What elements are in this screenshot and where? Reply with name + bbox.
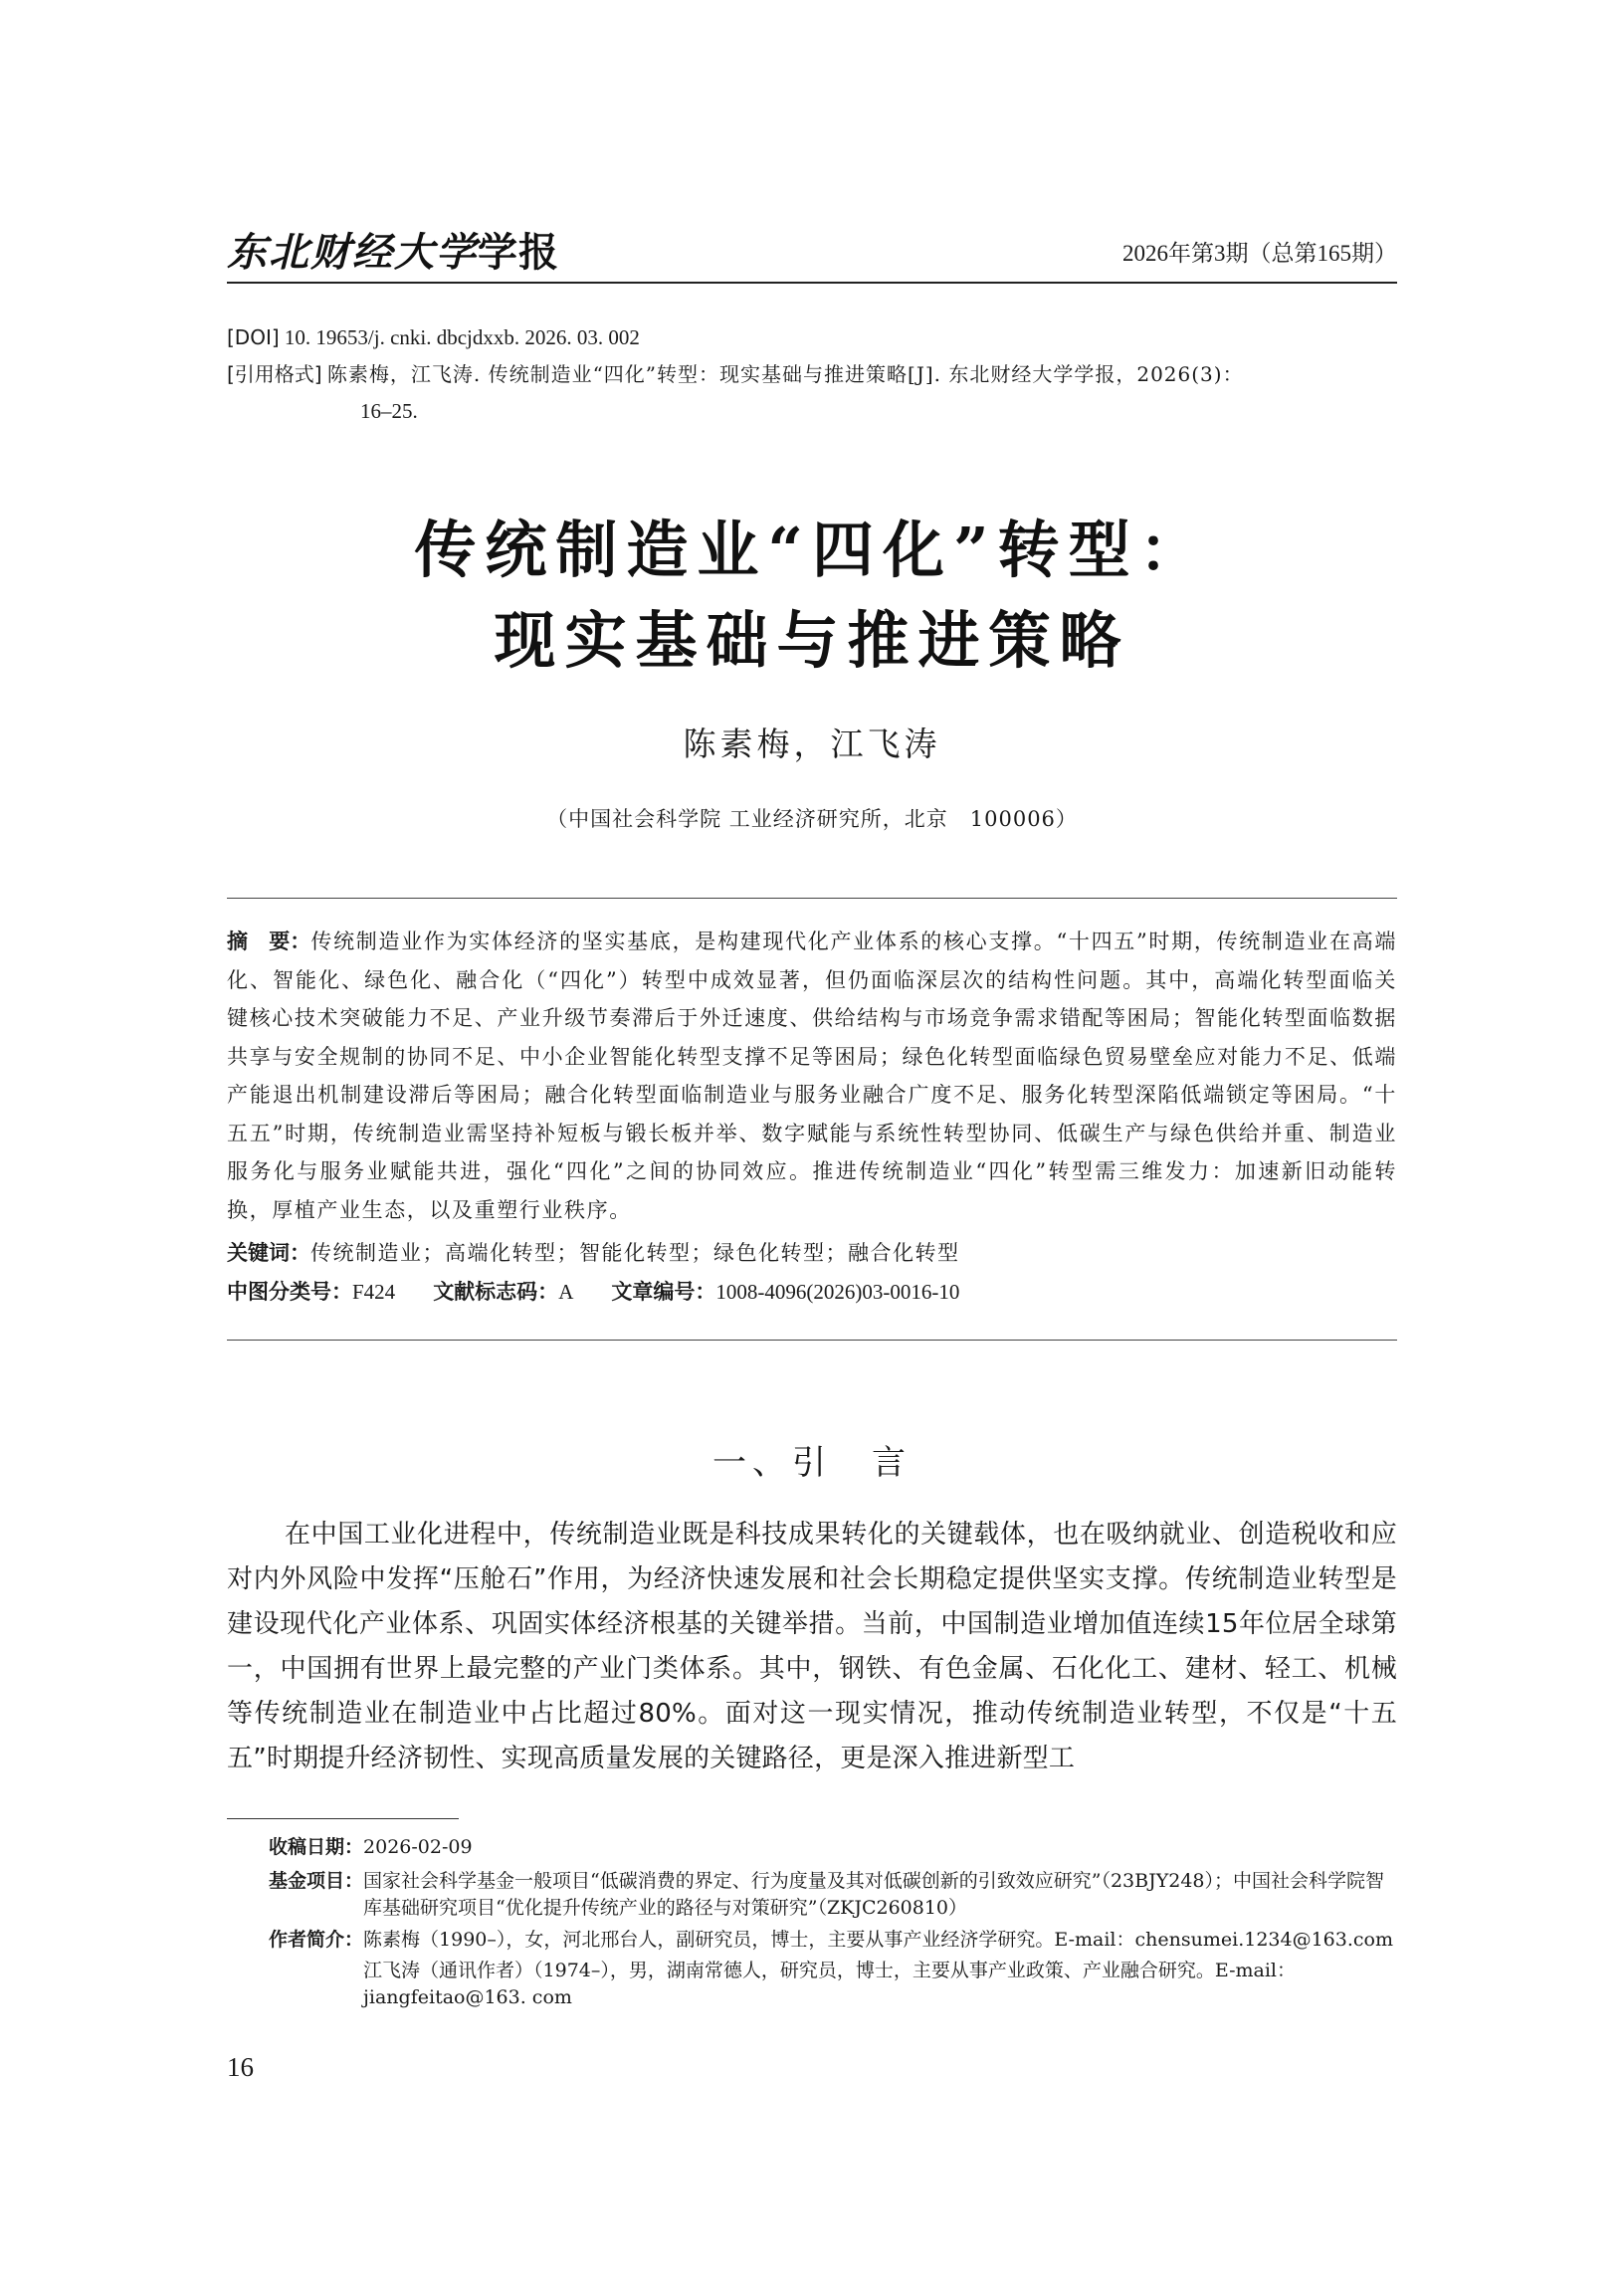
- fund-text: 国家社会科学基金一般项目“低碳消费的界定、行为度量及其对低碳创新的引致效应研究”（23BJY248）；中国社会科学院智库基础研究项目“优化提升传统产业的路径与对策研究”（ZKJC260810）: [363, 1870, 1385, 1919]
- footnote-authors: [269, 1927, 1397, 2011]
- clc-value: F424: [352, 1280, 396, 1304]
- abstract-text: 传统制造业作为实体经济的坚实基底，是构建现代化产业体系的核心支撑。“十四五”时期，传统制造业在高端化、智能化、绿色化、融合化（“四化”）转型中成效显著，但仍面临深层次的结构性问题。其中，高端化转型面临关键核心技术突破能力不足、产业升级节奏滞后于外迁速度、供给结构与市场竞争需求错配等困局；智能化转型面临数据共享与安全规制的协同不足、中小企业智能化转型支撑不足等困局；绿色化转型面临绿色贸易壁垒应对能力不足、低端产能退出机制建设滞后等困局；融合化转型面临制造业与服务业融合广度不足、服务化转型深陷低端锁定等困局。“十五五”时期，传统制造业需坚持补短板与锻长板并举、数字赋能与系统性转型协同、低碳生产与绿色供给并重、制造业服务化与服务业赋能共进，强化“四化”之间的协同效应。推进传统制造业“四化”转型需三维发力：加速新旧动能转换，厚植产业生态，以及重塑行业秩序。: [227, 930, 1398, 1222]
- author-bio-2: 江飞涛（通讯作者）（1974–），男，湖南常德人，研究员，博士，主要从事产业政策、产业融合研究。E-mail：jiangfeitao@163. com: [363, 1960, 1297, 2008]
- doi-line: [227, 320, 640, 354]
- keywords-text: 传统制造业；高端化转型；智能化转型；绿色化转型；融合化转型: [310, 1241, 960, 1265]
- section-heading: 一、引 言: [712, 1443, 912, 1483]
- journal-name-plain: 学报: [478, 229, 559, 276]
- journal-logo: [227, 221, 559, 277]
- abstract-label: 摘 要：: [227, 930, 311, 953]
- affiliation: （中国社会科学院 工业经济研究所，北京 100006）: [546, 807, 1078, 831]
- footnote-fund: [269, 1868, 1397, 1922]
- keywords-label: 关键词：: [227, 1241, 310, 1265]
- header-rule: [227, 282, 1397, 284]
- author-bio-1: 陈素梅（1990–），女，河北邢台人，副研究员，博士，主要从事产业经济学研究。E-mail：chensumei.1234@163.com: [363, 1929, 1393, 1951]
- body-paragraph: 在中国工业化进程中，传统制造业既是科技成果转化的关键载体，也在吸纳就业、创造税收和应对内外风险中发挥“压舱石”作用，为经济快速发展和社会长期稳定提供坚实支撑。传统制造业转型是建设现代化产业体系、巩固实体经济根基的关键举措。当前，中国制造业增加值连续15年位居全球第一，中国拥有世界上最完整的产业门类体系。其中，钢铁、有色金属、石化化工、建材、轻工、机械等传统制造业在制造业中占比超过80%。面对这一现实情况，推动传统制造业转型，不仅是“十五五”时期提升经济韧性、实现高质量发展的关键路径，更是深入推进新型工: [227, 1520, 1397, 1773]
- abstract-top-rule: [227, 898, 1397, 899]
- article-number-label: 文章编号：: [611, 1280, 716, 1304]
- footnote-rule: [227, 1818, 459, 1819]
- doi-label: [DOI]: [227, 325, 280, 349]
- journal-name-script: 东北财经大学: [227, 229, 478, 276]
- page-number: 16: [227, 2052, 254, 2082]
- fund-label: 基金项目：: [269, 1870, 364, 1892]
- abstract-bottom-rule: [227, 1340, 1397, 1341]
- article-title-line2: 现实基础与推进策略: [494, 604, 1130, 677]
- doi-value[interactable]: 10. 19653/j. cnki. dbcjdxxb. 2026. 03. 002: [284, 325, 640, 349]
- doc-code-value: A: [558, 1280, 574, 1304]
- footnote-received: [269, 1834, 1397, 1861]
- abstract: [227, 923, 1397, 1229]
- issue-info: 2026年第3期（总第165期）: [1122, 241, 1397, 266]
- clc-label: 中图分类号：: [227, 1280, 352, 1304]
- author-bio-label: 作者简介：: [269, 1929, 364, 1951]
- authors: 陈素梅，江飞涛: [683, 725, 941, 763]
- classification-line: [227, 1276, 959, 1306]
- article-number-value: 1008-4096(2026)03-0016-10: [715, 1280, 960, 1304]
- received-label: 收稿日期：: [269, 1836, 364, 1858]
- citation-format-line: [227, 357, 1244, 391]
- citation-format-text: 陈素梅，江飞涛. 传统制造业“四化”转型：现实基础与推进策略[J]. 东北财经大学学报，2026(3)：: [326, 362, 1244, 386]
- received-date: 2026-02-09: [363, 1836, 473, 1858]
- doc-code-label: 文献标志码：: [433, 1280, 559, 1304]
- keywords: [227, 1237, 960, 1267]
- article-title-line1: 传统制造业“四化”转型：: [414, 514, 1210, 586]
- citation-format-label: [引用格式]: [227, 362, 322, 386]
- citation-format-pages: 16–25.: [360, 399, 418, 423]
